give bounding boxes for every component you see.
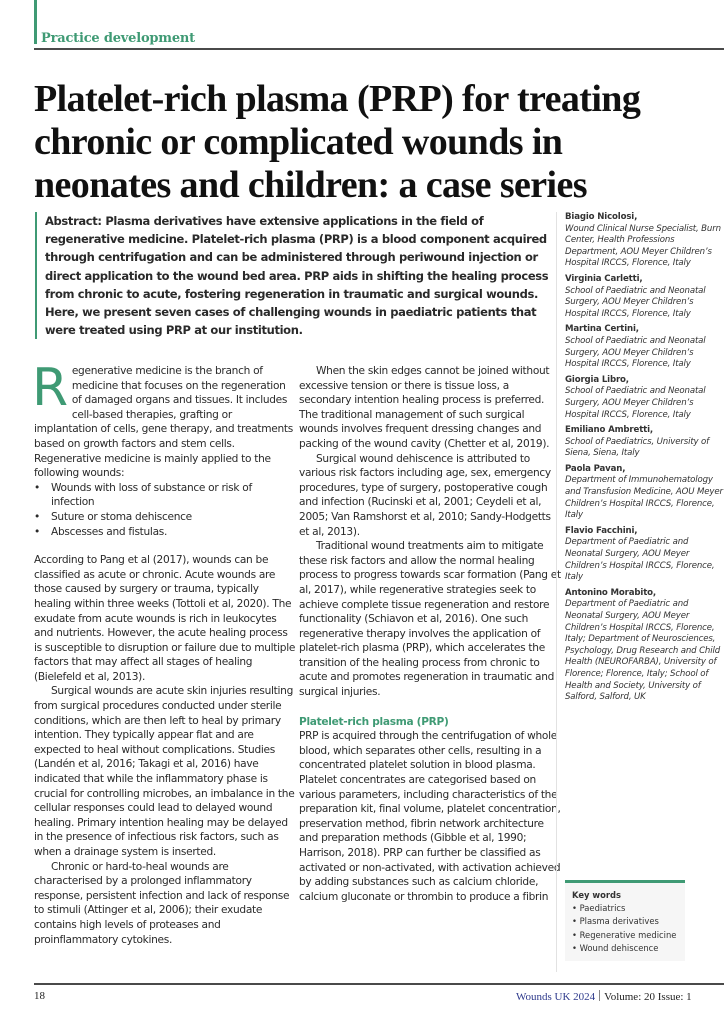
drop-cap: R — [32, 358, 68, 418]
journal-info — [516, 990, 692, 1003]
author-entry — [557, 526, 724, 584]
keyword-item: • Paediatrics — [572, 902, 685, 915]
list-item: • Wounds with loss of substance or risk of infection — [34, 481, 296, 510]
footer-rule — [34, 983, 724, 985]
author-name: Paola Pavan, — [565, 463, 626, 474]
header-rule — [34, 48, 724, 50]
footer-divider — [599, 990, 600, 1001]
author-name: Giorgia Libro, — [565, 374, 629, 385]
author-name: Biagio Nicolosi, — [565, 212, 638, 222]
paragraph: Surgical wound dehiscence is attributed to various risk factors including age, sex, emergency procedures, type of surgery, postoperative cough and infection (Rucinski et al, 2001; Ceydeli et al, 2005; Van Ramshorst et al, 2010; Sandy-Hodgetts et al, 2013). — [299, 452, 551, 538]
keyword-item: • Regenerative medicine — [572, 929, 685, 942]
body-column-1 — [32, 358, 296, 947]
author-affiliation: School of Paediatric and Neonatal Surgery, AOU Meyer Children’s Hospital IRCCS, Florence, Italy — [565, 386, 706, 420]
author-name: Emiliano Ambretti, — [565, 425, 654, 436]
intro-paragraph: Regenerative medicine is the branch of medicine that focuses on the regeneration of damaged organs and tissues. It includes cell-based therapies, grafting or implantation of cells, gene therapy, and treatments based on growth factors and stem cells. Regenerative medicine is mainly applied to the following wounds: — [32, 358, 293, 480]
page-number: 18 — [34, 990, 45, 1002]
list-item: • Abscesses and fistulas. — [34, 525, 296, 540]
author-affiliation: School of Paediatric and Neonatal Surgery, AOU Meyer Children’s Hospital IRCCS, Florence, Italy — [565, 285, 706, 319]
author-name: Antonino Morabito, — [565, 587, 657, 598]
section-accent-bar — [34, 0, 37, 44]
journal-name: Wounds UK 2024 — [516, 991, 596, 1003]
author-entry — [557, 464, 724, 522]
paragraph: Traditional wound treatments aim to mitigate these risk factors and allow the normal healing process to progress towards scar formation (Pang et al, 2017), while regenerative strategies seek to achieve complete tissue regeneration and restore functionality (Schiavon et al, 2016). One such regenerative therapy involves the application of platelet-rich plasma (PRP), which accelerates the transition of the healing process from chronic to acute and promotes regeneration in traumatic and surgical injuries. — [299, 540, 561, 699]
paragraph: Chronic or hard-to-heal wounds are characterised by a prolonged inflammatory response, persistent infection and lack of response to stimuli (Attinger et al, 2006); their exudate contains high levels of proteases and proinflammatory cytokines. — [34, 860, 290, 946]
body-column-2 — [299, 364, 561, 904]
wound-types-list — [34, 481, 296, 539]
paragraph: When the skin edges cannot be joined without excessive tension or there is tissue loss, a secondary intention healing process is preferred. The traditional management of such surgical wounds involves frequent dressing changes and packing of the wound cavity (Chetter et al, 2019). — [299, 365, 550, 450]
author-name: Martina Certini, — [565, 324, 639, 335]
list-item: • Suture or stoma dehiscence — [34, 510, 296, 525]
author-name: Flavio Facchini, — [565, 525, 638, 536]
author-entry — [557, 588, 724, 704]
author-affiliation: Wound Clinical Nurse Specialist, Burn Center, Health Professions Department, AOU Meyer Children’s Hospital IRCCS, Florence, Italy — [565, 223, 721, 269]
author-affiliation: School of Paediatrics, University of Siena, Siena, Italy — [565, 436, 710, 459]
subheading-prp: Platelet-rich plasma (PRP) — [299, 715, 449, 728]
paragraph: PRP is acquired through the centrifugation of whole blood, which separates other cells, resulting in a concentrated platelet solution in blood plasma. Platelet concentrates are categorised based on various parameters, including characteristics of the preparation kit, final volume, platelet concentration, preservation method, fibrin network architecture and preparation methods (Gibble et al, 1990; Harrison, 2018). PRP can further be classified as activated or non-activated, with activation achieved by adding substances such as calcium chloride, calcium gluconate or thrombin to produce a fibrin — [299, 730, 561, 903]
paragraph: Surgical wounds are acute skin injuries resulting from surgical procedures conducted under sterile conditions, which are then left to heal by primary intention. They typically appear flat and are expected to heal without complications. Studies (Landén et al, 2016; Takagi et al, 2016) have indicated that while the inflammatory phase is crucial for controlling microbes, an imbalance in the cellular responses could lead to delayed wound healing. Primary intention healing may be delayed in the presence of infectious risk factors, such as when a drainage system is inserted. — [34, 685, 295, 858]
section-label: Practice development — [41, 31, 195, 46]
keywords-title: Key words — [572, 890, 621, 900]
author-entry — [557, 425, 724, 460]
author-entry — [557, 375, 724, 421]
author-name: Virginia Carletti, — [565, 273, 643, 284]
author-affiliation: Department of Paediatric and Neonatal Surgery, AOU Meyer Children’s Hospital IRCCS, Florence, Italy — [565, 537, 715, 583]
keyword-item: • Wound dehiscence — [572, 942, 685, 955]
paragraph: According to Pang et al (2017), wounds can be classified as acute or chronic. Acute wounds are those caused by surgery or trauma, typically healing within three weeks (Tottoli et al, 2020). The exudate from acute wounds is rich in leukocytes and nutrients. However, the acute healing process is susceptible to disruption or failure due to multiple factors that may affect all stages of healing (Bielefeld et al, 2013). — [34, 554, 296, 683]
author-entry — [557, 212, 724, 270]
keyword-item: • Plasma derivatives — [572, 915, 685, 928]
author-entry — [557, 324, 724, 370]
author-affiliation: Department of Paediatric and Neonatal Surgery, AOU Meyer Children’s Hospital IRCCS, Florence, Italy; Department of Neurosciences, Psychology, Drug Research and Child Health (NEUROFARBA), University of Florence; Florence, Italy; School of Health and Society, University of Salford, Salford, UK — [565, 599, 720, 703]
author-affiliation: School of Paediatric and Neonatal Surgery, AOU Meyer Children’s Hospital IRCCS, Florence, Italy — [565, 335, 706, 370]
volume-issue: Volume: 20 Issue: 1 — [604, 991, 692, 1003]
keywords-box — [565, 880, 685, 961]
abstract: Abstract: Plasma derivatives have extensive applications in the field of regenerative medicine. Platelet-rich plasma (PRP) is a blood component acquired through centrifugation and can be administered through periwound injection or direct application to the wound bed area. PRP aids in shifting the healing process from chronic to acute, fostering regeneration in traumatic and surgical wounds. Here, we present seven cases of challenging wounds in paediatric patients that were treated using PRP at our institution. — [35, 212, 550, 339]
keywords-list — [572, 902, 685, 955]
author-sidebar — [556, 212, 724, 972]
author-entry — [557, 274, 724, 320]
article-title: Platelet-rich plasma (PRP) for treating chronic or complicated wounds in neonates and children: a case series — [34, 78, 641, 206]
author-affiliation: Department of Immunohematology and Transfusion Medicine, AOU Meyer Children’s Hospital IRCCS, Florence, Italy — [565, 475, 723, 521]
